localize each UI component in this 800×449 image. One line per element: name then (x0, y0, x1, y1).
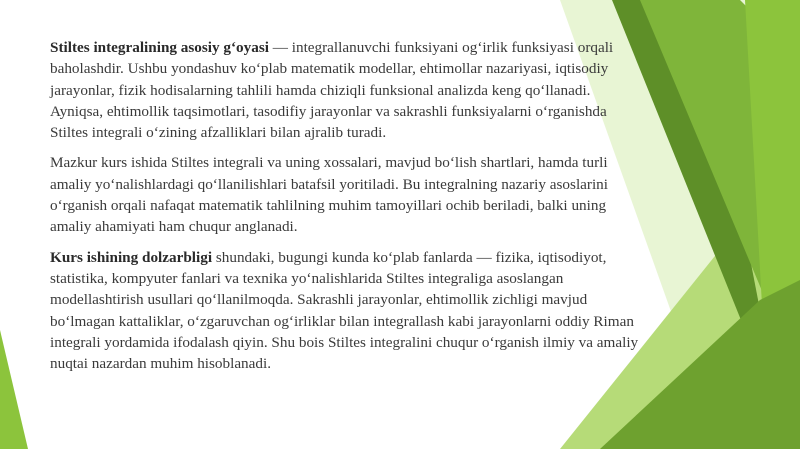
paragraph-2 (50, 152, 640, 237)
paragraph-3-text: shundaki, bugungi kunda ko‘plab fanlarda — fizika, iqtisodiyot, statistika, kompyuter fanlari va texnika yo‘nalishlarida Stiltes integraliga asoslangan modellashtirish usullari qo‘llanilmoqda. Sakrashli jarayonlar, ehtimollik zichligi mavjud bo‘lmagan kattaliklar, o‘zgaruvchan og‘irliklar bilan integrallash kabi jarayonlarni oddiy Riman integrali yordamida ifodalash qiyin. Shu bois Stiltes integralini chuqur o‘rganish ilmiy va amaliy nuqtai nazardan muhim hisoblanadi. (50, 248, 639, 373)
paragraph-1 (50, 37, 640, 143)
paragraph-1-text: — integrallanuvchi funksiyani og‘irlik funksiyasi orqali baholashdir. Ushbu yondashuv ko‘plab matematik modellar, ehtimollar nazariyasi, iqtisodiy jarayonlar, fizik hodisalarning tahlili hamda chiziqli funksional analizda keng qo‘llanadi. Ayniqsa, ehtimollik taqsimotlari, tasodifiy jarayonlar va sakrashli funksiyalarni o‘rganishda Stiltes integrali o‘zining afzalliklari bilan ajralib turadi. (50, 39, 614, 142)
paragraph-3 (50, 247, 640, 375)
paragraph-3-bold: Kurs ishining dolzarbligi (50, 248, 213, 266)
paragraph-1-bold: Stiltes integralining asosiy g‘oyasi (50, 39, 269, 56)
paragraph-2-text: Mazkur kurs ishida Stiltes integrali va uning xossalari, mavjud bo‘lish shartlari, hamda turli amaliy yo‘nalishlardagi qo‘llanilishlari batafsil yoritiladi. Bu integralning nazariy asoslarini o‘rganish orqali nafaqat matematik tahlilning muhim tamoyillari ochib beriladi, balki uning amaliy ahamiyati ham chuqur anglanadi. (50, 154, 608, 236)
decor-left-triangle (0, 330, 28, 449)
text-body (50, 37, 640, 383)
